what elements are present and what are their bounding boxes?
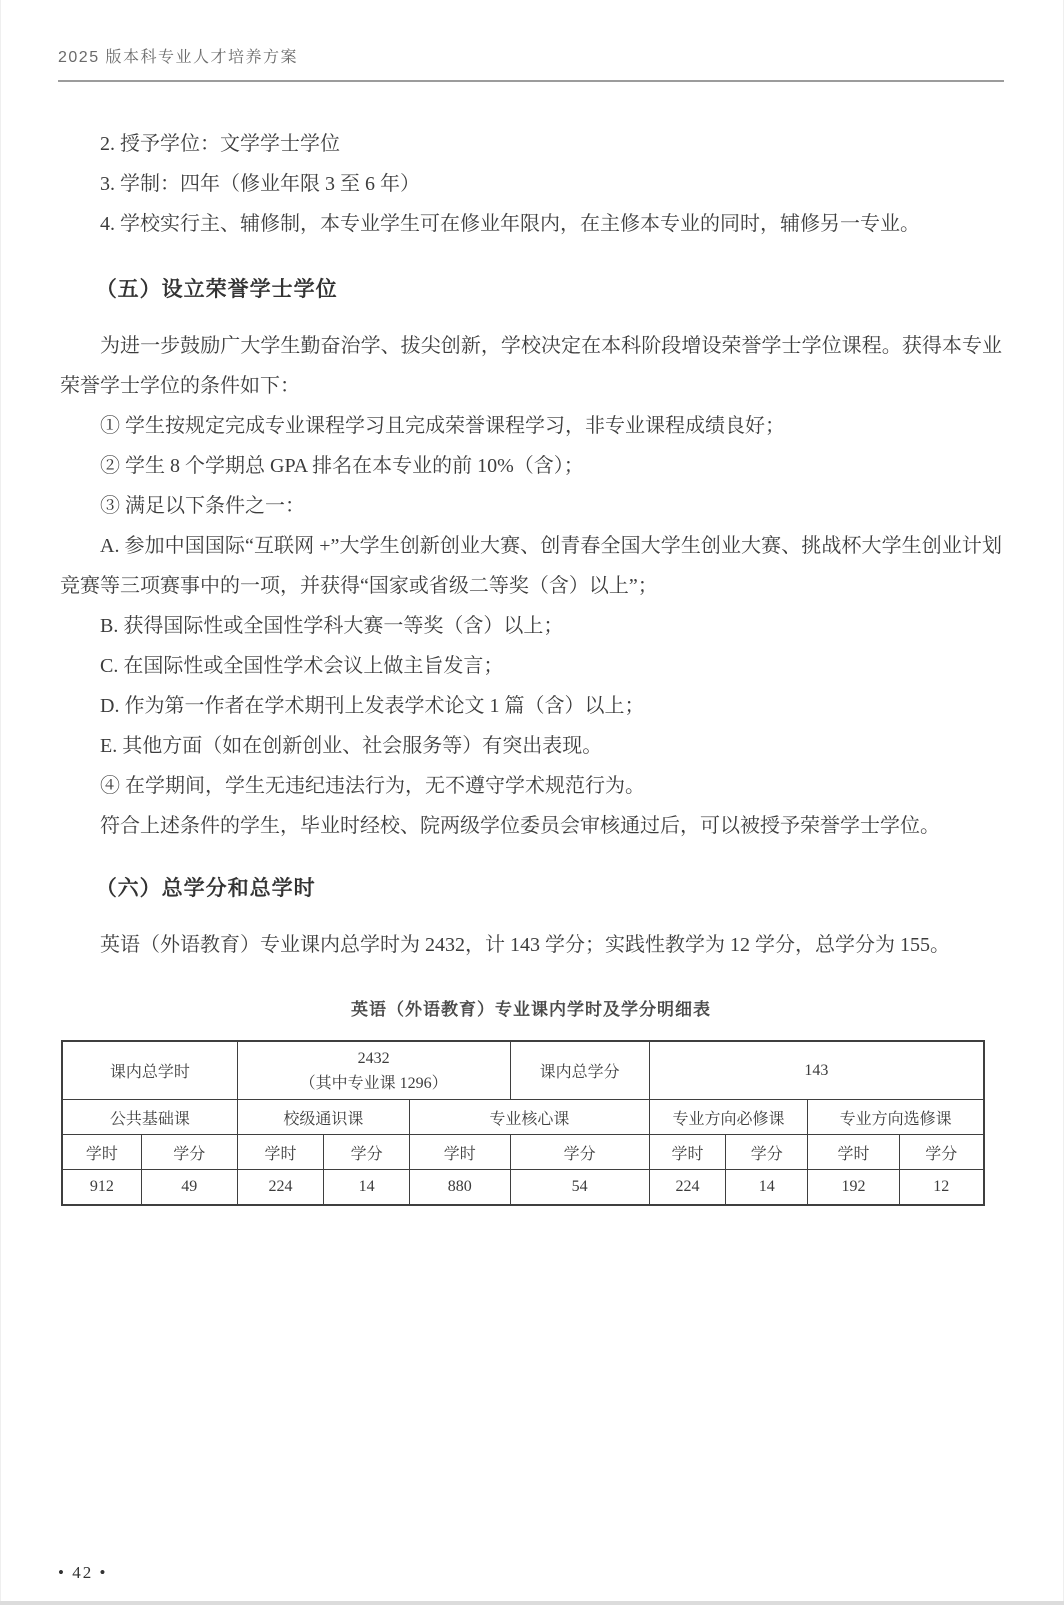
credits-header: 学分 bbox=[324, 1135, 410, 1170]
section-five-item-2: ② 学生 8 个学期总 GPA 排名在本专业的前 10%（含）； bbox=[100, 455, 584, 477]
total-credits-value: 143 bbox=[649, 1041, 984, 1100]
total-credits-label: 课内总学分 bbox=[510, 1041, 649, 1100]
section-five-item-3d: D. 作为第一作者在学术期刊上发表学术论文 1 篇（含）以上； bbox=[100, 695, 645, 717]
section-five-item-4: ④ 在学期间，学生无违纪违法行为，无不遵守学术规范行为。 bbox=[100, 775, 645, 797]
value-cell: 49 bbox=[141, 1170, 237, 1206]
table-category-row bbox=[62, 1100, 984, 1135]
intro-item-degree: 2. 授予学位：文学学士学位 bbox=[100, 133, 340, 155]
total-hours-value-cell bbox=[237, 1041, 510, 1100]
section-five-item-3a: A. 参加中国国际“互联网 +”大学生创新创业大赛、创青春全国大学生创业大赛、挑战杯大学生创业计划竞赛等三项赛事中的一项，并获得“国家或省级二等奖（含）以上”； bbox=[60, 535, 1002, 597]
category-general-education: 校级通识课 bbox=[237, 1100, 409, 1135]
document-body bbox=[0, 82, 1064, 1206]
section-five-item-3: ③ 满足以下条件之一： bbox=[100, 495, 305, 517]
hours-header: 学时 bbox=[649, 1135, 726, 1170]
page-header-title: 2025 版本科专业人才培养方案 bbox=[58, 49, 299, 66]
hours-header: 学时 bbox=[410, 1135, 510, 1170]
hours-header: 学时 bbox=[62, 1135, 141, 1170]
section-five-item-3c: C. 在国际性或全国性学术会议上做主旨发言； bbox=[100, 655, 504, 677]
page-number: • 42 • bbox=[58, 1563, 108, 1582]
page-header bbox=[0, 0, 1064, 82]
credits-header: 学分 bbox=[141, 1135, 237, 1170]
section-five-paragraph: 为进一步鼓励广大学生勤奋治学、拔尖创新，学校决定在本科阶段增设荣誉学士学位课程。获得本专业荣誉学士学位的条件如下： bbox=[60, 335, 1002, 397]
hours-header: 学时 bbox=[808, 1135, 899, 1170]
value-cell: 224 bbox=[237, 1170, 324, 1206]
category-direction-required: 专业方向必修课 bbox=[649, 1100, 808, 1135]
intro-item-minor: 4. 学校实行主、辅修制，本专业学生可在修业年限内，在主修本专业的同时，辅修另一专业。 bbox=[100, 213, 920, 235]
credits-header: 学分 bbox=[726, 1135, 808, 1170]
value-cell: 14 bbox=[324, 1170, 410, 1206]
value-cell: 912 bbox=[62, 1170, 141, 1206]
credit-hours-table bbox=[61, 1040, 985, 1206]
section-six-title: （六）总学分和总学时 bbox=[95, 877, 316, 900]
section-five-item-3e: E. 其他方面（如在创新创业、社会服务等）有突出表现。 bbox=[100, 735, 603, 757]
total-hours-note: （其中专业课 1296） bbox=[299, 1074, 448, 1092]
value-cell: 54 bbox=[510, 1170, 649, 1206]
category-core: 专业核心课 bbox=[410, 1100, 650, 1135]
table-values-row bbox=[62, 1170, 984, 1206]
table-caption: 英语（外语教育）专业课内学时及学分明细表 bbox=[351, 1000, 711, 1019]
credits-header: 学分 bbox=[510, 1135, 649, 1170]
value-cell: 224 bbox=[649, 1170, 726, 1206]
section-five-title: （五）设立荣誉学士学位 bbox=[95, 278, 338, 301]
section-five-item-1: ① 学生按规定完成专业课程学习且完成荣誉课程学习，非专业课程成绩良好； bbox=[100, 415, 785, 437]
total-hours-label: 课内总学时 bbox=[62, 1041, 237, 1100]
section-five-item-3b: B. 获得国际性或全国性学科大赛一等奖（含）以上； bbox=[100, 615, 564, 637]
category-direction-elective: 专业方向选修课 bbox=[808, 1100, 984, 1135]
category-public-basic: 公共基础课 bbox=[62, 1100, 237, 1135]
value-cell: 192 bbox=[808, 1170, 899, 1206]
hours-header: 学时 bbox=[237, 1135, 324, 1170]
table-summary-row bbox=[62, 1041, 984, 1100]
credits-header: 学分 bbox=[899, 1135, 984, 1170]
intro-item-duration: 3. 学制：四年（修业年限 3 至 6 年） bbox=[100, 173, 420, 195]
value-cell: 14 bbox=[726, 1170, 808, 1206]
value-cell: 880 bbox=[410, 1170, 510, 1206]
page-footer bbox=[58, 1563, 107, 1583]
section-five-closing: 符合上述条件的学生，毕业时经校、院两级学位委员会审核通过后，可以被授予荣誉学士学位。 bbox=[100, 815, 940, 837]
value-cell: 12 bbox=[899, 1170, 984, 1206]
total-hours-value: 2432 bbox=[357, 1049, 390, 1067]
section-six-paragraph: 英语（外语教育）专业课内总学时为 2432，计 143 学分；实践性教学为 12 学分，总学分为 155。 bbox=[100, 934, 950, 956]
table-subheader-row bbox=[62, 1135, 984, 1170]
